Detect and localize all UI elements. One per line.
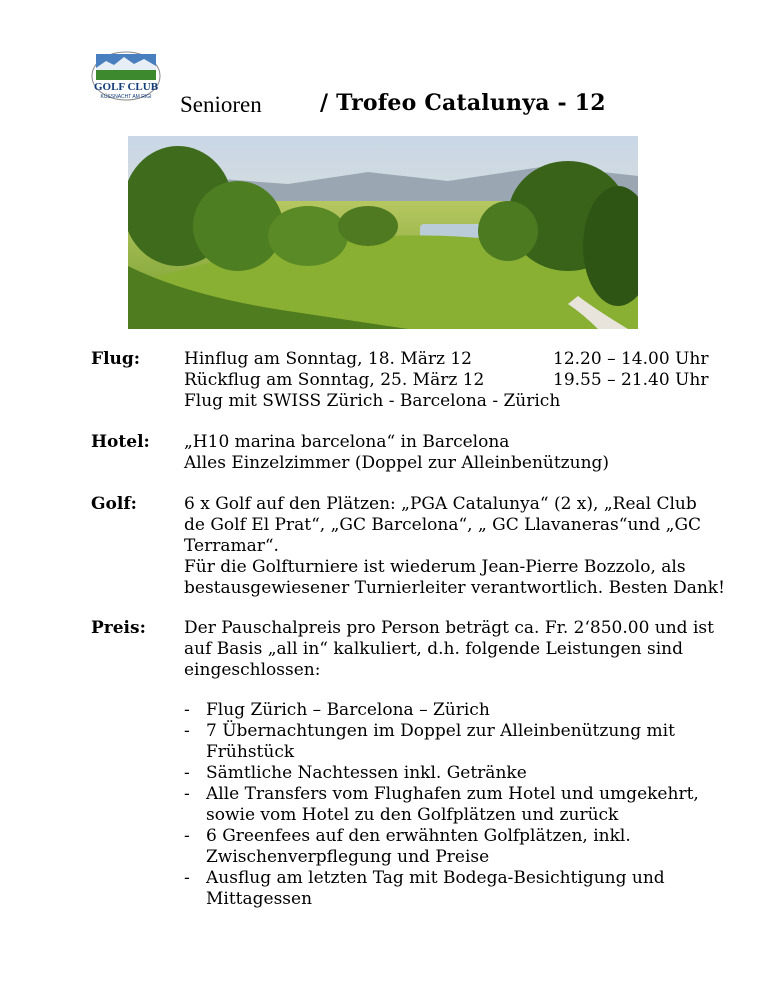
price-text-line: auf Basis „all in“ kalkuliert, d.h. folgende Leistungen sind (184, 639, 683, 659)
included-services-list (184, 700, 704, 910)
return-time: 19.55 – 21.40 Uhr (553, 370, 709, 390)
list-item: - 7 Übernachtungen im Doppel zur Alleinbenützung mit Frühstück (184, 721, 675, 762)
golf-text-line: Für die Golfturniere ist wiederum Jean-Pierre Bozzolo, als (184, 557, 686, 577)
hotel-label: Hotel: (91, 432, 150, 452)
list-item: - Alle Transfers vom Flughafen zum Hotel und umgekehrt, sowie vom Hotel zu den Golfplätzen und zurück (184, 784, 699, 825)
golf-text-line: Terramar“. (184, 536, 279, 556)
price-label: Preis: (91, 618, 146, 638)
logo-subtext: KÜSSNACHT AM RIGI (100, 94, 152, 100)
flight-label: Flug: (91, 349, 141, 369)
hotel-name: „H10 marina barcelona“ in Barcelona (184, 432, 510, 452)
hotel-rooms: Alles Einzelzimmer (Doppel zur Alleinbenützung) (184, 453, 610, 473)
golf-label: Golf: (91, 494, 137, 514)
page-title: / Trofeo Catalunya - 12 (320, 90, 606, 116)
list-item: - Flug Zürich – Barcelona – Zürich (184, 700, 490, 720)
outbound-time: 12.20 – 14.00 Uhr (553, 349, 709, 369)
golf-text-line: bestausgewiesener Turnierleiter verantwortlich. Besten Dank! (184, 578, 725, 598)
price-text-line: Der Pauschalpreis pro Person beträgt ca. Fr. 2‘850.00 und ist (184, 618, 714, 638)
golf-course-photo (128, 136, 638, 329)
golf-text-line: 6 x Golf auf den Plätzen: „PGA Catalunya“ (2 x), „Real Club (184, 494, 697, 514)
price-text-line: eingeschlossen: (184, 660, 321, 680)
golf-club-logo (90, 42, 162, 114)
golf-text-line: de Golf El Prat“, „GC Barcelona“, „ GC Llavaneras“und „GC (184, 515, 702, 535)
flight-carrier: Flug mit SWISS Zürich - Barcelona - Zürich (184, 391, 561, 411)
list-item: - Ausflug am letzten Tag mit Bodega-Besichtigung und Mittagessen (184, 868, 665, 909)
outbound-flight: Hinflug am Sonntag, 18. März 12 (184, 349, 472, 369)
logo-text: GOLF CLUB (93, 81, 159, 93)
list-item: - Sämtliche Nachtessen inkl. Getränke (184, 763, 527, 783)
return-flight: Rückflug am Sonntag, 25. März 12 (184, 370, 485, 390)
title-prefix: Senioren (180, 92, 262, 117)
list-item: - 6 Greenfees auf den erwähnten Golfplätzen, inkl. Zwischenverpflegung und Preise (184, 826, 631, 867)
